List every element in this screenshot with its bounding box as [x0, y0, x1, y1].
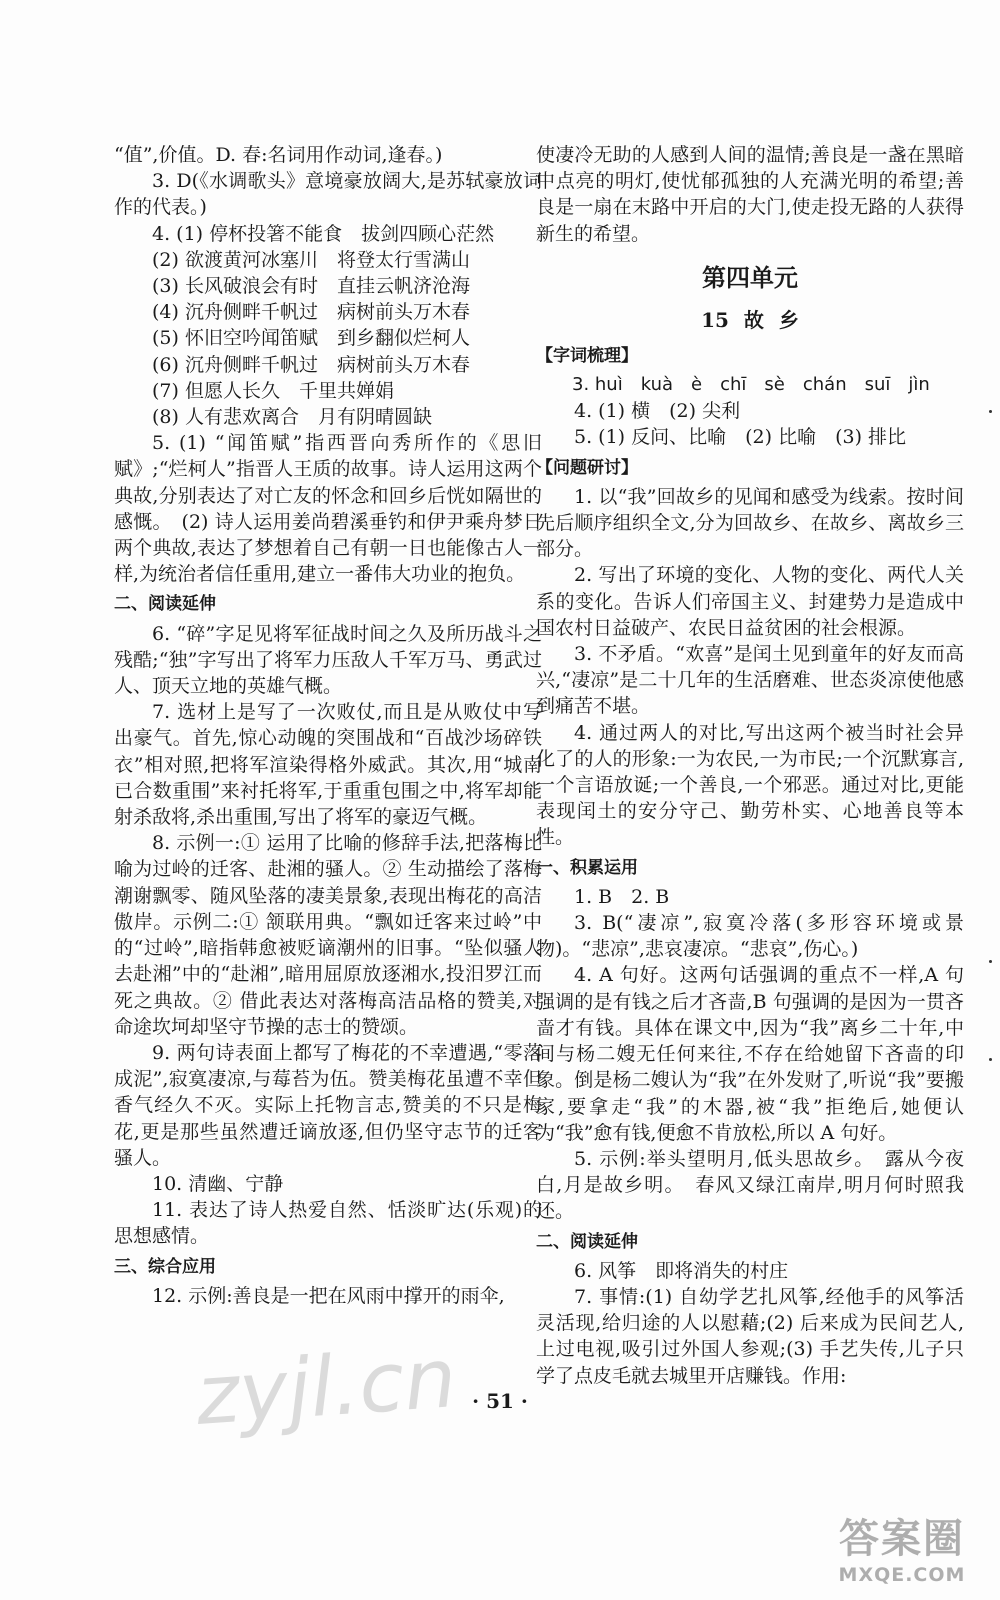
scan-speck	[989, 960, 992, 963]
discussion-2: 2. 写出了环境的变化、人物的变化、两代人关系的变化。告诉人们帝国主义、封建势力是造成中国农村日益破产、农民日益贫困的社会根源。	[536, 564, 964, 639]
answer-7: 7. 选材上是写了一次败仗,而且是从败仗中写出豪气。首先,惊心动魄的突围战和“百战沙场碎铁衣”相对照,把将军渲染得格外威武。其次,用“城南已合数重围”来衬托将军,于重重包围之中,将军却能射杀敌将,杀出重围,写出了将军的豪迈气概。	[114, 701, 542, 829]
vocab-answer-4: 4. (1) 横 (2) 尖利	[574, 400, 741, 423]
answer-4-item: (7) 但愿人长久 千里共婵娟	[152, 379, 394, 402]
page-number: · 51 ·	[472, 1389, 528, 1413]
exercise-1-2: 1. B 2. B	[574, 885, 670, 908]
answer-4-item: (5) 怀旧空吟闻笛赋 到乡翻似烂柯人	[152, 327, 470, 350]
section-heading: 一、积累运用	[536, 857, 638, 878]
lesson-title: 15 故 乡	[701, 307, 799, 332]
pinyin-answer: 3. huì kuà è chī sè chán suī jìn	[572, 374, 930, 396]
answer-4-item: (8) 人有悲欢离合 月有阴晴圆缺	[152, 406, 432, 429]
answer-9: 9. 两句诗表面上都写了梅花的不幸遭遇,“零落成泥”,寂寞凄凉,与莓苔为伍。赞美梅花虽遭不幸但香气经久不灭。实际上托物言志,赞美的不只是梅花,更是那些虽然遭迁谪放逐,但仍坚守志节的迁客骚人。	[114, 1041, 542, 1169]
watermark-logo-en: MXQE.COM	[838, 1564, 966, 1586]
vocab-answer-5: 5. (1) 反问、比喻 (2) 比喻 (3) 排比	[574, 426, 907, 449]
answer-4-item: (3) 长风破浪会有时 直挂云帆济沧海	[152, 275, 470, 298]
answer-12-continued: 使凄冷无助的人感到人间的温情;善良是一盏在黑暗中点亮的明灯,使忧郁孤独的人充满光明的希望;善良是一扇在末路中开启的大门,使走投无路的人获得新生的希望。	[536, 144, 964, 245]
answer-11: 11. 表达了诗人热爱自然、恬淡旷达(乐观)的思想感情。	[114, 1199, 542, 1248]
answer-6: 6. “碎”字足见将军征战时间之久及所历战斗之残酷;“独”字写出了将军力压敌人千军万马、勇武过人、顶天立地的英雄气概。	[114, 622, 542, 698]
section-heading: 二、阅读延伸	[114, 594, 216, 615]
left-column	[114, 142, 542, 1309]
subsection-tag: 【问题研讨】	[536, 457, 638, 478]
exercise-4: 4. A 句好。这两句话强调的重点不一样,A 句强调的是有钱之后才吝啬,B 句强调的是因为一贯吝啬才有钱。具体在课文中,因为“我”离乡二十年,中间与杨二嫂无任何来往,不存在给她留下吝啬的印象。倒是杨二嫂认为“我”在外发财了,听说“我”要搬家,要拿走“我”的木器,被“我”拒绝后,她便认为“我”愈有钱,便愈不肯放松,所以 A 句好。	[536, 964, 964, 1144]
watermark-logo	[822, 1507, 982, 1586]
answer-3: 3. D(《水调歌头》意境豪放阔大,是苏轼豪放词作的代表。)	[114, 170, 542, 219]
answer-10: 10. 清幽、宁静	[152, 1172, 284, 1195]
section-heading: 三、综合应用	[114, 1256, 216, 1277]
scan-speck	[989, 410, 992, 413]
unit-title: 第四单元	[702, 263, 798, 292]
exercise-3: 3. B(“凄凉”,寂寞冷落(多形容环境或景物)。“悲凉”,悲哀凄凉。“悲哀”,伤心。)	[536, 912, 964, 961]
answer-line: “值”,价值。D. 春:名词用作动词,逢春。)	[114, 144, 443, 166]
discussion-3: 3. 不矛盾。“欢喜”是闰土见到童年的好友而高兴,“凄凉”是二十几年的生活磨难、世态炎凉使他感到痛苦不堪。	[536, 643, 964, 718]
answer-5: 5. (1) “闻笛赋”指西晋向秀所作的《思旧赋》;“烂柯人”指晋人王质的故事。诗人运用这两个典故,分别表达了对亡友的怀念和回乡后恍如隔世的感慨。 (2) 诗人运用姜尚碧溪垂钓和伊尹乘舟梦日两个典故,表达了梦想着自己有朝一日也能像古人一样,为统治者信任重用,建立一番伟大功业的抱负。	[114, 432, 542, 586]
answer-8: 8. 示例一:① 运用了比喻的修辞手法,把落梅比喻为过岭的迁客、赴湘的骚人。② 生动描绘了落梅潮谢飘零、随风坠落的凄美景象,表现出梅花的高洁傲岸。示例二:① 颔联用典。“飘如迁客来过岭”中的“过岭”,暗指韩愈被贬谪潮州的旧事。“坠似骚人去赴湘”中的“赴湘”,暗用屈原放逐湘水,投汨罗江而死之典故。② 借此表达对落梅高洁品格的赞美,对命途坎坷却坚守节操的志士的赞颂。	[114, 832, 542, 1038]
discussion-4: 4. 通过两人的对比,写出这两个被当时社会异化了的人的形象:一为农民,一为市民;一个沉默寡言,一个言语放诞;一个善良,一个邪恶。通过对比,更能表现闰土的安分守己、勤劳朴实、心地善良等本性。	[536, 721, 964, 849]
scan-speck	[989, 1058, 992, 1061]
exercise-6: 6. 风筝 即将消失的村庄	[574, 1259, 789, 1282]
answer-12: 12. 示例:善良是一把在风雨中撑开的雨伞,	[152, 1284, 505, 1307]
section-heading: 二、阅读延伸	[536, 1231, 638, 1252]
right-column	[536, 142, 964, 1389]
answer-4-head: 4. (1) 停杯投箸不能食 拔剑四顾心茫然	[152, 222, 495, 245]
watermark: zyjl.cn	[193, 1331, 460, 1444]
answer-4-item: (4) 沉舟侧畔千帆过 病树前头万木春	[152, 301, 470, 324]
answer-4-item: (2) 欲渡黄河冰塞川 将登太行雪满山	[152, 248, 470, 271]
answer-4-item: (6) 沉舟侧畔千帆过 病树前头万木春	[152, 353, 470, 376]
subsection-tag: 【字词梳理】	[536, 345, 638, 366]
discussion-1: 1. 以“我”回故乡的见闻和感受为线索。按时间先后顺序组织全文,分为回故乡、在故乡、离故乡三部分。	[536, 485, 964, 561]
watermark-logo-cn: 答案圈	[839, 1516, 965, 1562]
exercise-5: 5. 示例:举头望明月,低头思故乡。 露从今夜白,月是故乡明。 春风又绿江南岸,明月何时照我还。	[536, 1147, 964, 1223]
exercise-7: 7. 事情:(1) 自幼学艺扎风筝,经他手的风筝活灵活现,给归途的人以慰藉;(2) 后来成为民间艺人,上过电视,吸引过外国人参观;(3) 手艺失传,儿子只学了点皮毛就去城里开店赚钱。作用:	[536, 1285, 964, 1387]
